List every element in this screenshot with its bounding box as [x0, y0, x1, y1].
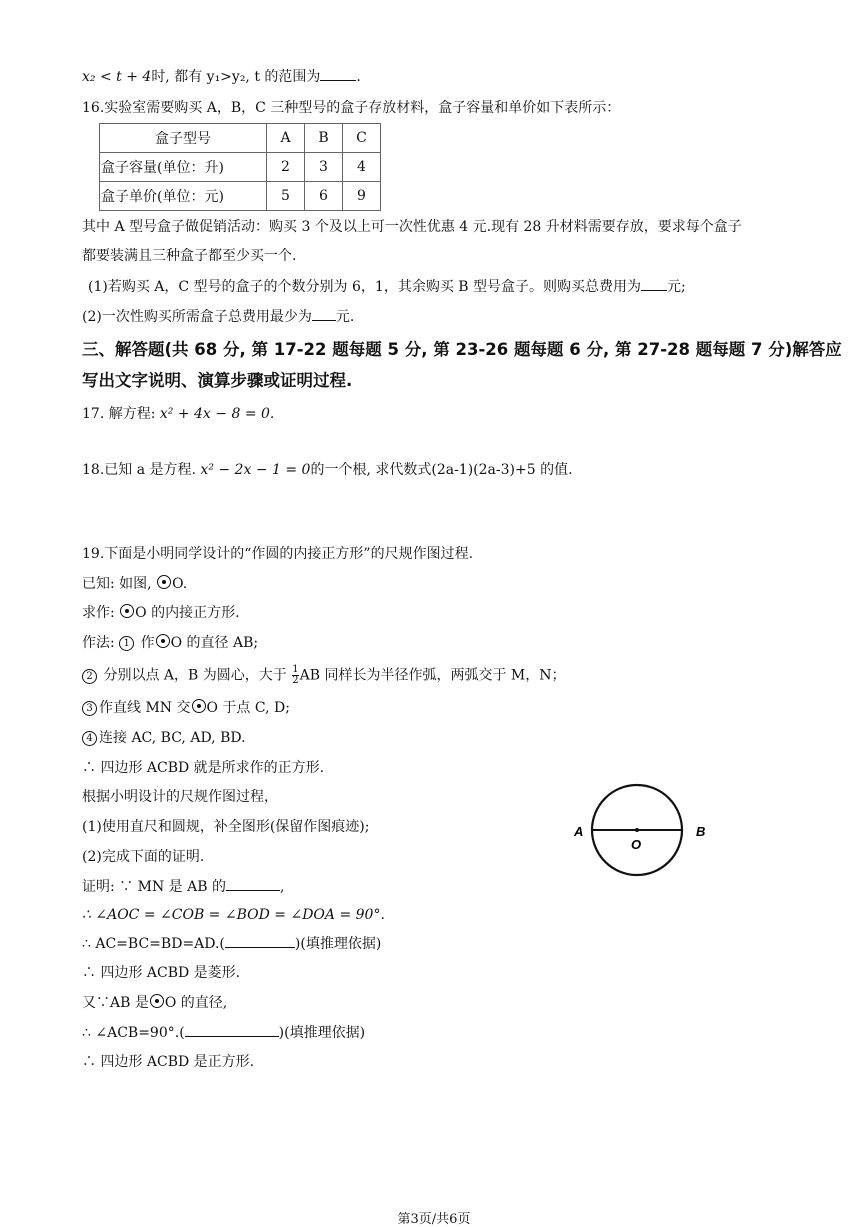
q17-equation: x² + 4x − 8 = 0. — [159, 406, 275, 422]
q16-part1-unit: 元; — [667, 279, 686, 295]
answer-blank[interactable] — [225, 933, 295, 948]
period: . — [356, 69, 361, 85]
q15-tail-text: 时, 都有 y₁>y₂, t 的范围为 — [151, 69, 321, 85]
table-row — [100, 153, 381, 182]
answer-blank[interactable] — [320, 66, 356, 81]
table-cell: 2 — [267, 153, 305, 182]
q19-step1-text2: O 的直径 AB; — [170, 635, 259, 651]
inequality: x₂ < t + 4 — [82, 69, 152, 85]
table-header-row — [100, 124, 381, 153]
q19-part1: (1)使用直尺和圆规，补全图形(保留作图痕迹); — [82, 819, 370, 835]
step-number-3: 3 — [82, 701, 97, 716]
answer-blank[interactable] — [226, 876, 280, 891]
q19-step2 — [82, 665, 565, 686]
q18-equation: x² − 2x − 1 = 0 — [200, 462, 311, 478]
fraction-denominator: 2 — [292, 675, 299, 686]
step-number-4: 4 — [82, 731, 97, 746]
table-header-cell: 盒子型号 — [100, 124, 267, 153]
q17-label: 17. 解方程: — [82, 406, 156, 422]
q19-proof1-comma: , — [279, 879, 285, 895]
q16-part1 — [88, 276, 686, 297]
q19-proof5-text: 又∵AB 是 — [82, 995, 149, 1011]
q16-promo-line2: 都要装满且三种盒子都至少买一个. — [82, 248, 297, 264]
q19-proof1 — [82, 876, 284, 897]
answer-blank[interactable] — [641, 276, 667, 291]
q19-proof5-text2: O 的直径, — [164, 995, 228, 1011]
circle-figure — [565, 782, 715, 882]
q19-conclude: ∴ 四边形 ACBD 就是所求作的正方形. — [82, 760, 325, 776]
q19-proof7: ∴ 四边形 ACBD 是正方形. — [82, 1054, 255, 1070]
q19-method-label: 作法: — [82, 635, 115, 651]
q19-intro: 19.下面是小明同学设计的“作圆的内接正方形”的尺规作图过程. — [82, 546, 474, 562]
q19-ask — [82, 603, 240, 623]
step-number-2: 2 — [82, 669, 97, 684]
fraction-numerator: 1 — [292, 664, 299, 675]
q17 — [82, 404, 274, 424]
q15-tail-line — [82, 66, 361, 87]
q16-promo-line1: 其中 A 型号盒子做促销活动：购买 3 个及以上可一次性优惠 4 元.现有 28 升材料需要存放，要求每个盒子 — [82, 219, 742, 235]
circle-symbol-icon — [150, 994, 164, 1008]
q19-proof6-text: ∴ ∠ACB=90°.( — [82, 1025, 185, 1041]
q19-proof3-note: )(填推理依据) — [294, 936, 382, 952]
center-point — [635, 828, 639, 832]
q18-suffix: 的一个根, 求代数式(2a-1)(2a-3)+5 的值. — [310, 462, 573, 478]
step-number-1: 1 — [119, 636, 134, 651]
box-table — [99, 123, 381, 211]
table-cell: 盒子容量(单位：升) — [100, 153, 267, 182]
circle-symbol-icon — [157, 575, 171, 589]
q19-step1-text: 作 — [140, 635, 155, 651]
q16-part2-unit: 元. — [335, 309, 355, 325]
q19-step1 — [82, 633, 258, 653]
section3-heading-line1: 三、解答题(共 68 分, 第 17-22 题每题 5 分, 第 23-26 题每题 6 分, 第 27-28 题每题 7 分)解答应 — [82, 340, 842, 359]
circle-symbol-icon — [156, 634, 170, 648]
table-cell: 9 — [343, 182, 381, 211]
label-a: A — [574, 824, 584, 839]
q19-known — [82, 574, 187, 594]
table-header-cell: A — [267, 124, 305, 153]
q19-proof4: ∴ 四边形 ACBD 是菱形. — [82, 965, 241, 981]
q19-step2-text: 分别以点 A，B 为圆心，大于 — [103, 667, 287, 684]
q19-step2-text2: AB 同样长为半径作弧，两弧交于 M，N； — [299, 667, 566, 684]
circle-symbol-icon — [120, 604, 134, 618]
q18 — [82, 460, 573, 480]
q19-proof3 — [82, 933, 381, 954]
table-cell: 盒子单价(单位：元) — [100, 182, 267, 211]
q19-proof6-note: )(填推理依据) — [278, 1025, 366, 1041]
q19-step4-text: 连接 AC, BC, AD, BD. — [99, 730, 246, 746]
label-b: B — [696, 824, 706, 839]
table-cell: 3 — [305, 153, 343, 182]
q19-ask-label: 求作: — [82, 605, 115, 621]
q19-proof3-text: ∴ AC=BC=BD=AD.( — [82, 936, 225, 952]
q19-step3-text2: O 于点 C, D; — [206, 700, 290, 716]
table-cell: 6 — [305, 182, 343, 211]
q19-proof6 — [82, 1022, 365, 1043]
q16-stem: 16.实验室需要购买 A，B，C 三种型号的盒子存放材料，盒子容量和单价如下表所示： — [82, 100, 621, 116]
q16-part1-text: (1)若购买 A，C 型号的盒子的个数分别为 6，1，其余购买 B 型号盒子。则购买总费用为 — [88, 279, 642, 295]
q19-basis: 根据小明设计的尺规作图过程， — [82, 789, 278, 805]
q16-part2-text: (2)一次性购买所需盒子总费用最少为 — [82, 309, 312, 325]
circle-symbol-icon — [192, 699, 206, 713]
table-cell: 5 — [267, 182, 305, 211]
answer-blank[interactable] — [185, 1022, 279, 1037]
q19-known-text: 已知: 如图, — [82, 576, 152, 592]
fraction-half — [292, 665, 298, 686]
q19-step3-text: 作直线 MN 交 — [99, 700, 191, 716]
q18-prefix: 18.已知 a 是方程. — [82, 462, 196, 478]
q19-proof5 — [82, 993, 227, 1013]
section3-heading-line2: 写出文字说明、演算步骤或证明过程. — [82, 371, 353, 390]
table-header-cell: B — [305, 124, 343, 153]
q19-ask-text: O 的内接正方形. — [135, 605, 240, 621]
table-row — [100, 182, 381, 211]
table-cell: 4 — [343, 153, 381, 182]
q19-step3 — [82, 698, 290, 718]
q19-known-o: O. — [172, 576, 188, 592]
q19-part2: (2)完成下面的证明. — [82, 849, 205, 865]
label-o: O — [631, 837, 642, 852]
q19-step4 — [82, 728, 246, 748]
table-header-cell: C — [343, 124, 381, 153]
q19-proof2: ∴ ∠AOC = ∠COB = ∠BOD = ∠DOA = 90°. — [82, 907, 385, 923]
page-footer: 第3页/共6页 — [397, 1212, 471, 1227]
answer-blank[interactable] — [312, 306, 336, 321]
q19-proof1-text: 证明: ∵ MN 是 AB 的 — [82, 879, 226, 895]
q16-part2 — [82, 306, 354, 327]
